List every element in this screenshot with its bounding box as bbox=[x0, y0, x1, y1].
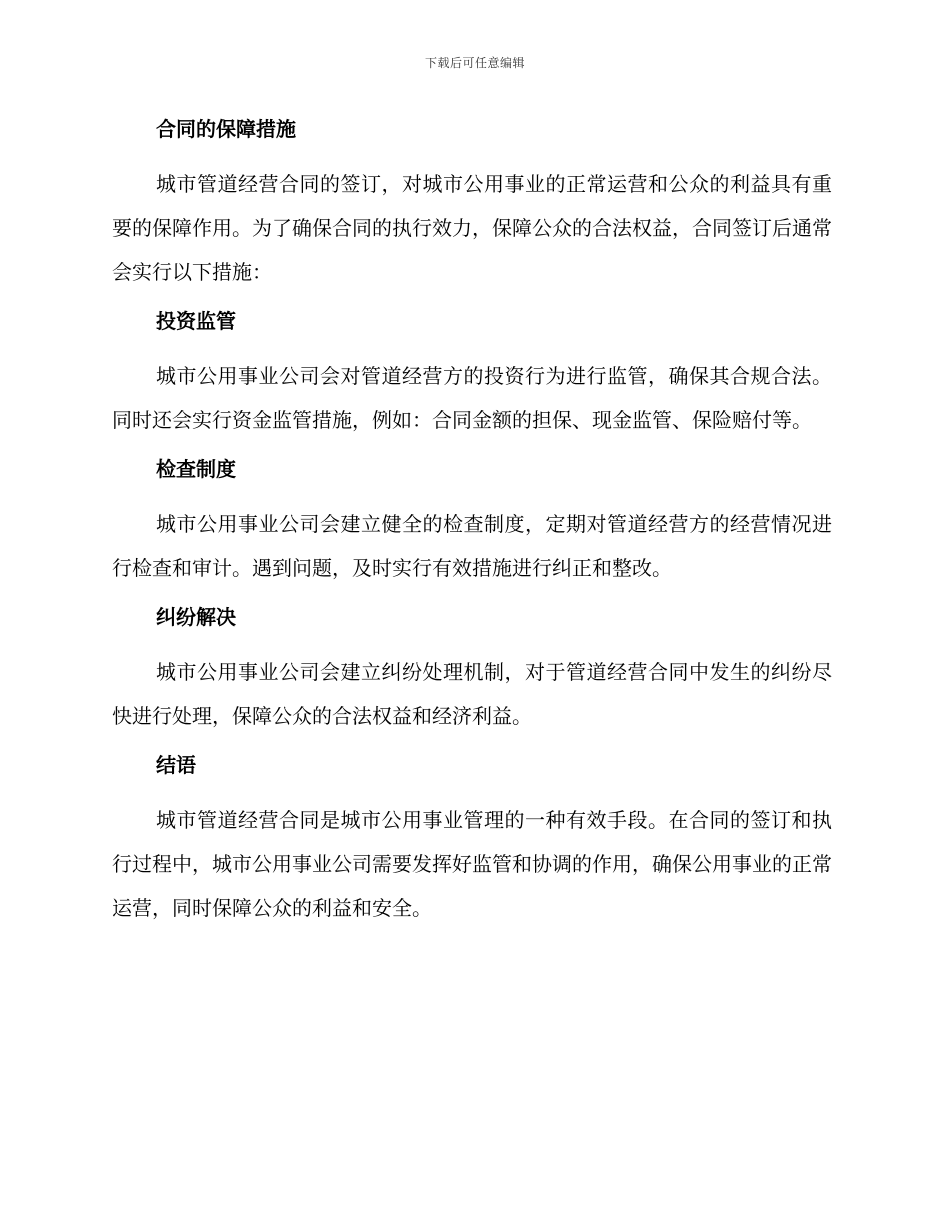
header-note: 下载后可任意编辑 bbox=[424, 56, 525, 70]
section-paragraph: 城市管道经营合同是城市公用事业管理的一种有效手段。在合同的签订和执行过程中，城市公用事业公司需要发挥好监管和协调的作用，确保公用事业的正常运营，同时保障公众的利益和安全。 bbox=[112, 808, 832, 920]
section-paragraph: 城市公用事业公司会建立健全的检查制度，定期对管道经营方的经营情况进行检查和审计。遇到问题，及时实行有效措施进行纠正和整改。 bbox=[112, 512, 832, 580]
document-body bbox=[112, 112, 832, 930]
section-dispute-resolution bbox=[112, 600, 832, 748]
section-investment-supervision bbox=[112, 304, 832, 452]
section-paragraph: 城市公用事业公司会建立纠纷处理机制，对于管道经营合同中发生的纠纷尽快进行处理，保障公众的合法权益和经济利益。 bbox=[112, 660, 832, 728]
section-conclusion bbox=[112, 748, 832, 930]
section-paragraph: 城市管道经营合同的签订，对城市公用事业的正常运营和公众的利益具有重要的保障作用。为了确保合同的执行效力，保障公众的合法权益，合同签订后通常会实行以下措施： bbox=[112, 172, 832, 284]
section-heading: 合同的保障措施 bbox=[156, 117, 296, 141]
section-heading: 结语 bbox=[156, 753, 196, 777]
section-guarantee-measures bbox=[112, 112, 832, 304]
section-inspection-system bbox=[112, 452, 832, 600]
section-heading: 投资监管 bbox=[156, 309, 236, 333]
section-heading: 纠纷解决 bbox=[156, 605, 236, 629]
section-paragraph: 城市公用事业公司会对管道经营方的投资行为进行监管，确保其合规合法。同时还会实行资金监管措施，例如：合同金额的担保、现金监管、保险赔付等。 bbox=[112, 364, 832, 432]
section-heading: 检查制度 bbox=[156, 457, 236, 481]
